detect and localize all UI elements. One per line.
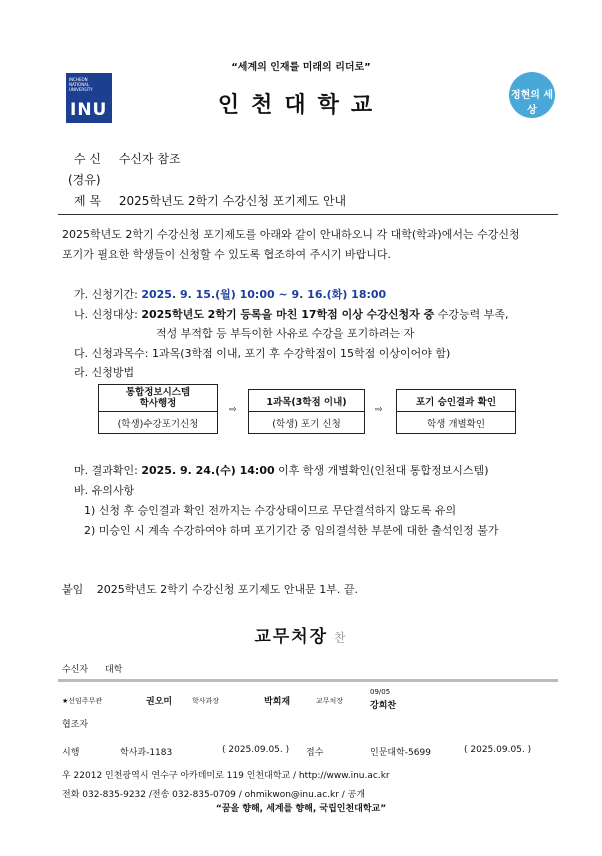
attachment-row (62, 581, 358, 597)
recipient-row (74, 150, 181, 167)
subject-value: 2025학년도 2학기 수강신청 포기제도 안내 (118, 194, 347, 208)
flow-box-system-body: (학생)수강포기신청 (117, 418, 199, 430)
item-ma-bold: 2025. 9. 24.(수) 14:00 (141, 464, 275, 477)
item-na-label: 나. 신청대상: (74, 308, 138, 321)
item-ga (74, 286, 386, 302)
flow-box-system-head (99, 385, 217, 412)
subject-row (74, 192, 346, 209)
flow-arrow-1: ⇨ (229, 405, 237, 415)
recipients-value: 대학 (104, 665, 123, 675)
footer-slogan: “꿈을 향해, 세계를 향해, 국립인천대학교” (215, 804, 387, 814)
item-ra: 라. 신청방법 (74, 366, 135, 379)
recipient-label: 수 신 (74, 152, 101, 166)
item-ga-label: 가. 신청기간: (74, 288, 138, 301)
divider-top (58, 214, 558, 215)
drafter-role: ★선임주무관 (62, 697, 103, 705)
receipt-date: ( 2025.09.05. ) (464, 745, 532, 755)
approval-date: 09/05 (370, 688, 391, 696)
address-line: 우 22012 인천광역시 연수구 아카데미로 119 인천대학교 / http://www.inu.ac.kr (62, 771, 390, 781)
item-ga-value: 2025. 9. 15.(월) 10:00 ~ 9. 16.(화) 18:00 (141, 288, 387, 301)
slogan-emblem (509, 72, 555, 118)
item-na-line2: 적성 부적합 등 부득이한 사유로 수강을 포기하려는 자 (156, 327, 415, 340)
recipients-label: 수신자 (62, 665, 89, 675)
recipient-value: 수신자 참조 (118, 152, 181, 166)
item-ma-label: 마. 결과확인: (74, 464, 138, 477)
reviewer-role: 학사과장 (192, 697, 220, 705)
flow-box-apply-body: (학생) 포기 신청 (272, 418, 341, 430)
intro-line-1: 2025학년도 2학기 수강신청 포기제도를 아래와 같이 안내하오니 각 대학(학과)에서는 수강신청 (62, 228, 520, 241)
item-na (74, 306, 509, 322)
reviewer-name: 박희재 (264, 697, 291, 707)
item-ma (74, 462, 488, 478)
flow-box-apply-head: 1과목(3학점 이내) (249, 390, 364, 412)
item-da: 다. 신청과목수: 1과목(3학점 이내, 포기 후 수강학점이 15학점 이상이어야 함) (74, 347, 451, 360)
receipt-number: 인문대학-5699 (370, 748, 431, 758)
drafter-name: 권오미 (146, 697, 173, 707)
cooperator-label: 협조자 (62, 720, 89, 730)
flow-box-system-head-2: 학사행정 (139, 398, 177, 409)
subject-label: 제 목 (74, 194, 101, 208)
flow-box-system-head-1: 통합정보시스템 (125, 387, 191, 398)
sender-seal: 찬 (334, 631, 348, 645)
flow-box-result-body: 학생 개별확인 (426, 418, 486, 430)
flow-box-result (396, 389, 516, 434)
item-ba: 바. 유의사항 (74, 484, 135, 497)
enforcement-number: 학사과-1183 (120, 748, 173, 758)
flow-box-system (98, 384, 218, 434)
intro-line-2: 포기가 필요한 학생들이 신청할 수 있도록 협조하여 주시기 바랍니다. (62, 248, 391, 261)
note-2: 2) 미승인 시 계속 수강하여야 하며 포기기간 중 임의결석한 부분에 대한 출석인정 불가 (84, 524, 499, 537)
attachment-value: 2025학년도 2학기 수강신청 포기제도 안내문 1부. 끝. (96, 583, 358, 596)
enforcement-label: 시행 (62, 748, 80, 758)
note-1: 1) 신청 후 승인결과 확인 전까지는 수강상태이므로 무단결석하지 않도록 유의 (84, 504, 457, 517)
emblem-text: 정현의 세상 (510, 90, 554, 116)
contact-line: 전화 032-835-9232 /전송 032-835-0709 / ohmikwon@inu.ac.kr / 공개 (62, 790, 366, 800)
logo-small-text: INCHEON NATIONAL UNIVERSITY (69, 77, 93, 92)
sender-title (0, 622, 602, 647)
approver-role: 교무처장 (316, 697, 344, 705)
logo-big-text: INU (70, 100, 108, 120)
item-ma-rest: 이후 학생 개별확인(인천대 통합정보시스템) (278, 464, 489, 477)
receipt-label: 접수 (306, 748, 324, 758)
recipients-row (62, 662, 122, 675)
attachment-label: 붙임 (62, 583, 84, 596)
sender-name: 교무처장 (254, 627, 329, 647)
enforcement-date: ( 2025.09.05. ) (222, 745, 290, 755)
organization-name: 인천대학교 (217, 93, 385, 118)
flow-arrow-2: ⇨ (375, 405, 383, 415)
flow-box-apply (248, 389, 365, 434)
via-row: (경유) (68, 173, 101, 187)
item-na-bold: 2025학년도 2학기 등록을 마친 17학점 이상 수강신청자 중 (141, 308, 435, 321)
approver-name: 강희찬 (370, 701, 397, 711)
item-na-rest: 수강능력 부족, (437, 308, 509, 321)
divider-gray (58, 679, 558, 682)
header-slogan: “세계의 인재를 미래의 리더로” (231, 62, 371, 73)
flow-box-result-head: 포기 승인결과 확인 (397, 390, 515, 412)
